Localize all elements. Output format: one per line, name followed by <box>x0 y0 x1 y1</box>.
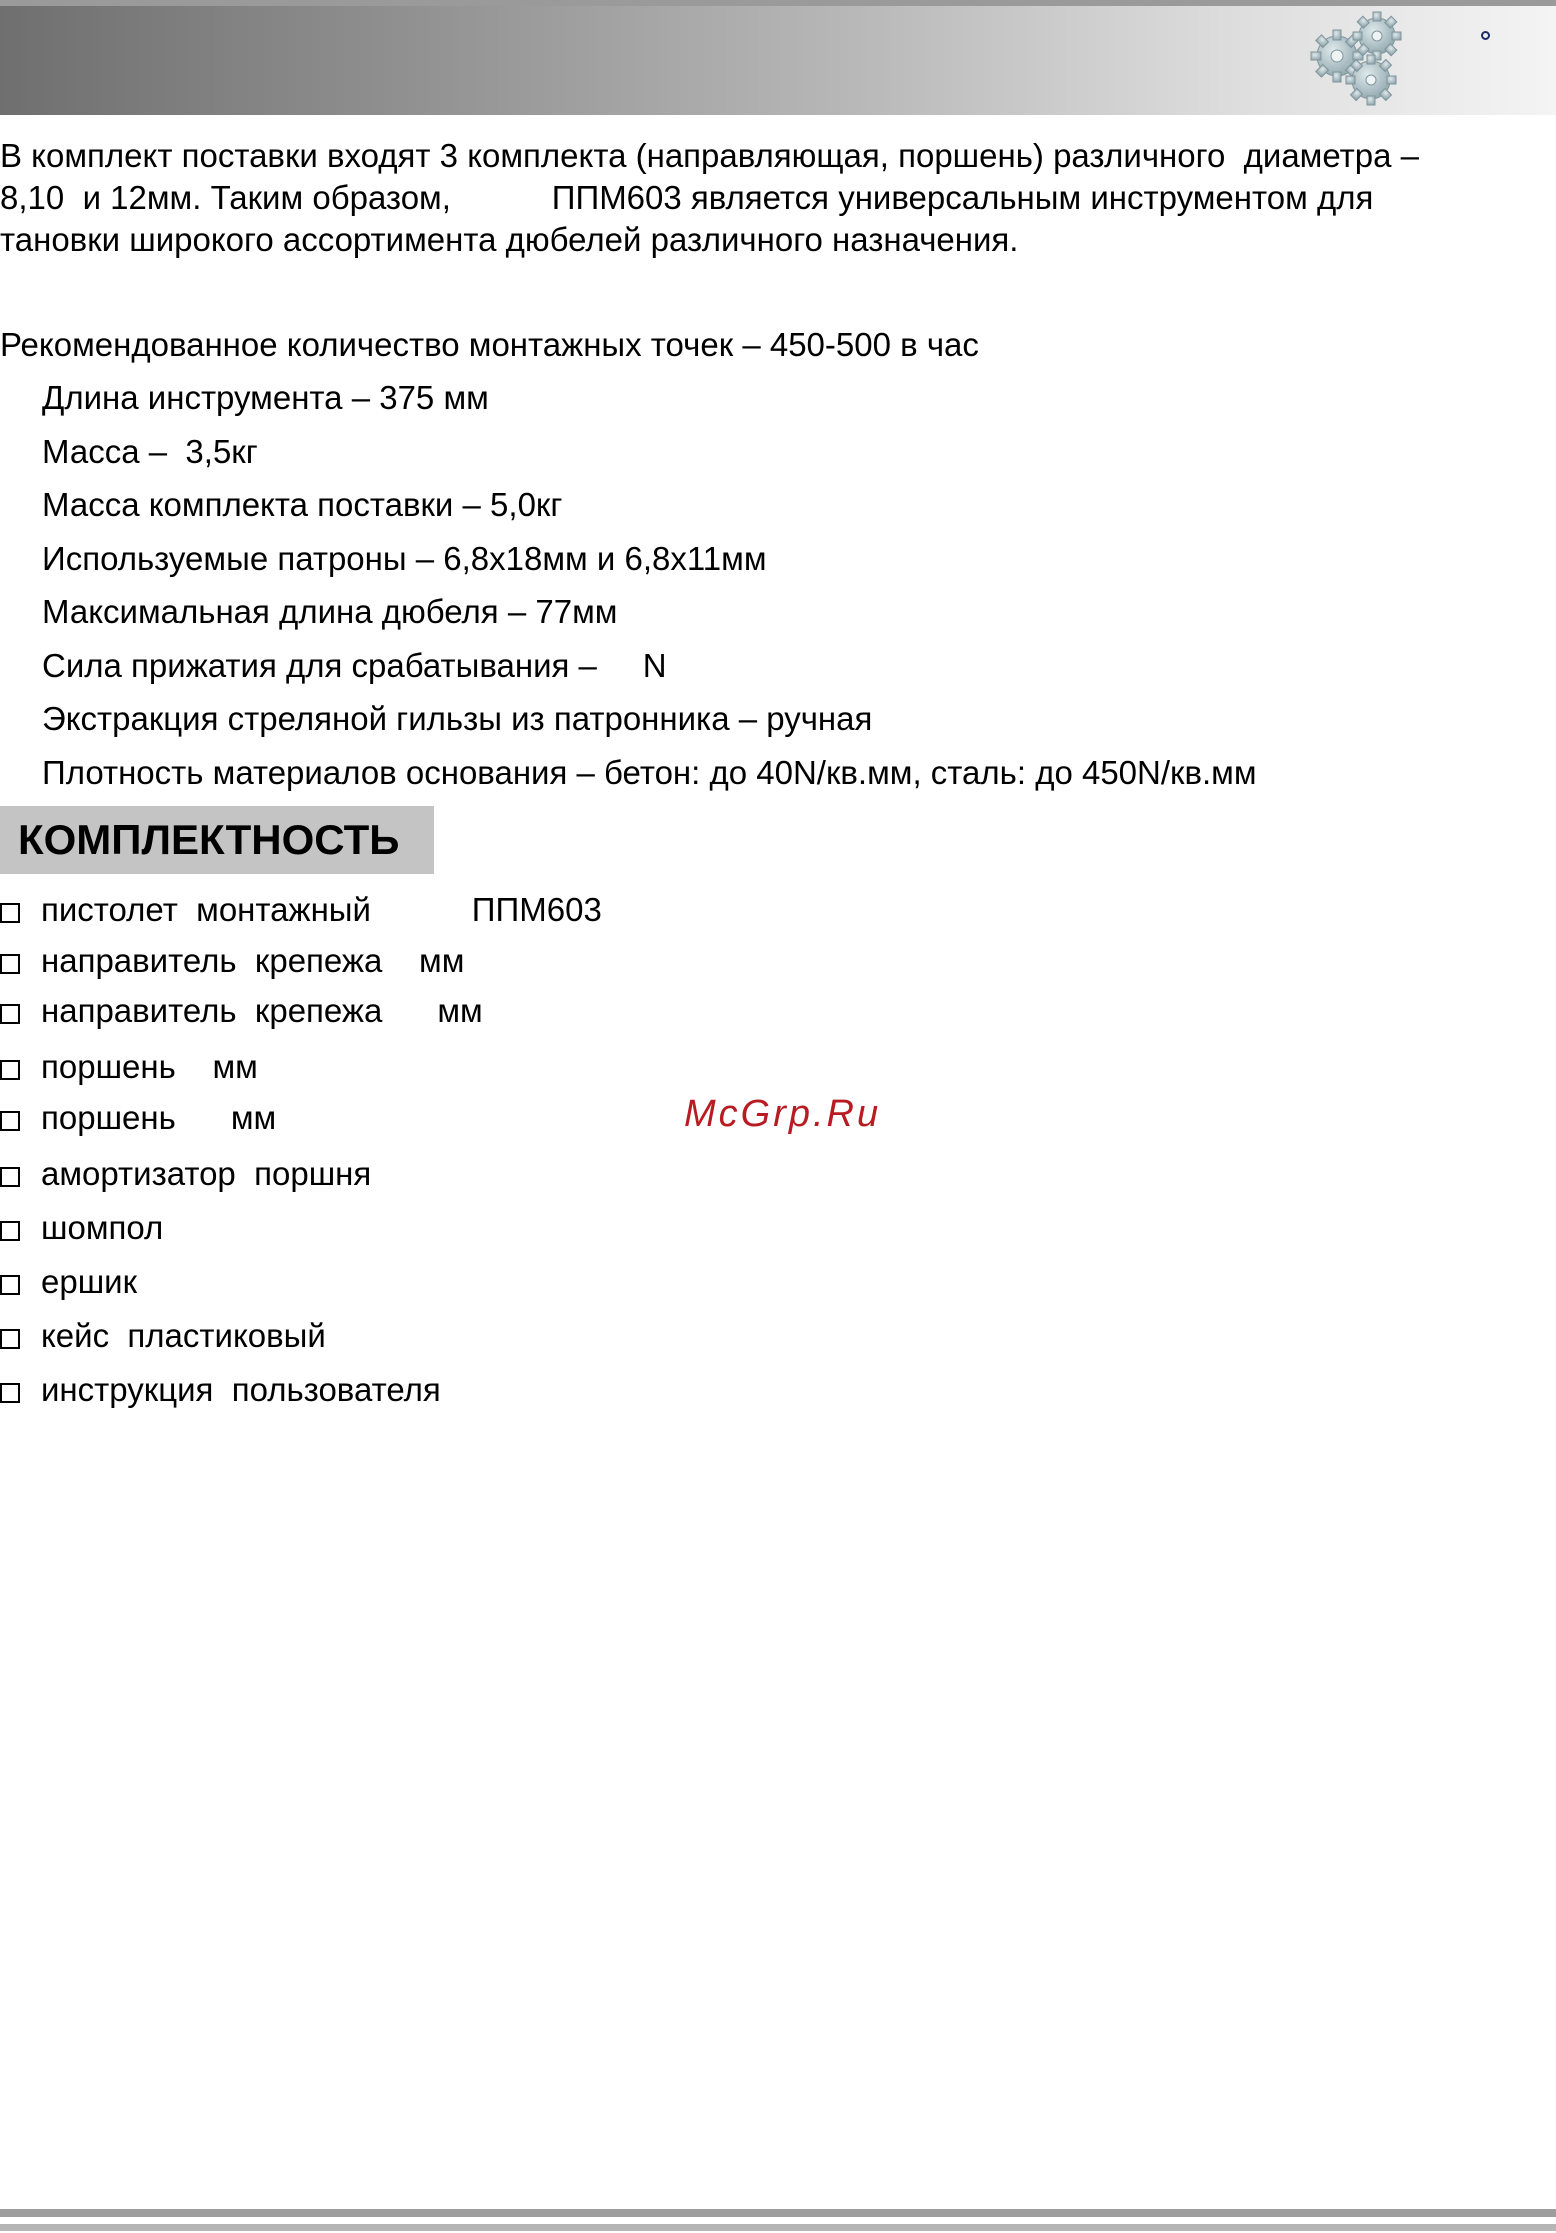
recommended-points: Рекомендованное количество монтажных точек – 450-500 в час <box>0 326 979 363</box>
spec-item: Используемые патроны – 6,8х18мм и 6,8х11мм <box>42 539 767 577</box>
spec-item: Плотность материалов основания – бетон: до 40N/кв.мм, сталь: до 450N/кв.мм <box>42 753 1257 791</box>
kit-item-label: шомпол <box>41 1209 164 1246</box>
intro-line: В комплект поставки входят 3 комплекта (направляющая, поршень) различного диаметра – <box>0 137 1419 174</box>
gears-icon <box>1305 10 1415 110</box>
watermark: McGrp.Ru <box>684 1093 882 1135</box>
intro-line: 8,10 и 12мм. Таким образом, ППМ603 является универсальным инструментом для <box>0 179 1374 216</box>
footer-rule <box>0 2224 1556 2231</box>
kit-list-item <box>0 1370 441 1410</box>
spec-item: Длина инструмента – 375 мм <box>42 379 489 416</box>
kit-list-item <box>0 941 464 981</box>
checkbox-icon <box>0 1221 20 1241</box>
kit-list-item <box>0 991 483 1031</box>
checkbox-icon <box>0 954 20 974</box>
kit-list-item <box>0 1208 163 1248</box>
header-top-line <box>0 0 1556 6</box>
intro-line: тановки широкого ассортимента дюбелей различного назначения. <box>0 221 1019 258</box>
checkbox-icon <box>0 1167 20 1187</box>
kit-item-label: ершик <box>41 1263 138 1300</box>
intro-paragraph <box>0 135 1556 261</box>
kit-item-label: амортизатор поршня <box>41 1155 372 1192</box>
spec-item: Масса – 3,5кг <box>42 432 258 470</box>
kit-item-label: инструкция пользователя <box>41 1371 441 1408</box>
checkbox-icon <box>0 1275 20 1295</box>
checkbox-icon <box>0 903 20 923</box>
spec-item: Сила прижатия для срабатывания – N <box>42 646 667 684</box>
spec-list <box>42 378 1257 806</box>
checkbox-icon <box>0 1383 20 1403</box>
kit-list-item <box>0 1262 137 1302</box>
kit-list-item <box>0 1098 276 1138</box>
checkbox-icon <box>0 1329 20 1349</box>
kit-item-label: направитель крепежа мм <box>41 942 465 979</box>
footer-rule <box>0 2209 1556 2217</box>
spec-item: Максимальная длина дюбеля – 77мм <box>42 593 618 630</box>
kit-item-label: поршень мм <box>41 1099 277 1136</box>
kit-list-item <box>0 1154 371 1194</box>
kit-item-label: поршень мм <box>41 1048 258 1085</box>
kit-list-item <box>0 1047 258 1087</box>
kit-list-item <box>0 1316 326 1356</box>
spec-item: Масса комплекта поставки – 5,0кг <box>42 486 563 523</box>
header-dot-icon <box>1481 31 1490 40</box>
checkbox-icon <box>0 1060 20 1080</box>
kit-item-label: направитель крепежа мм <box>41 992 483 1029</box>
checkbox-icon <box>0 1111 20 1131</box>
spec-item: Экстракция стреляной гильзы из патронника – ручная <box>42 700 873 737</box>
kit-item-label: пистолет монтажный ППМ603 <box>41 891 602 928</box>
kit-item-label: кейс пластиковый <box>41 1317 326 1354</box>
kit-list-item <box>0 890 602 930</box>
checkbox-icon <box>0 1004 20 1024</box>
kit-section-title: КОМПЛЕКТНОСТЬ <box>0 806 434 874</box>
